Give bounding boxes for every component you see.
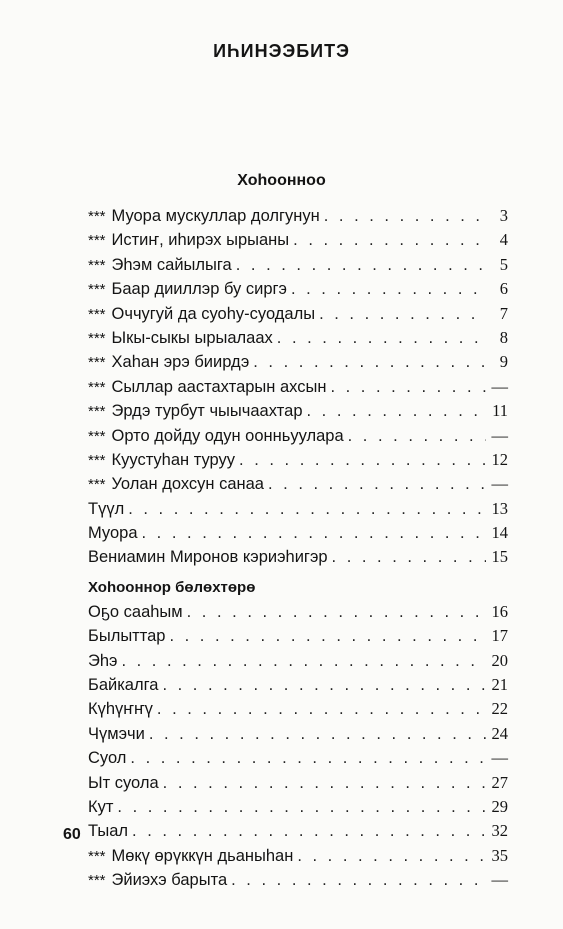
dot-leader xyxy=(231,871,486,890)
toc-entry xyxy=(88,651,508,675)
dot-leader xyxy=(307,402,486,421)
toc-entry xyxy=(88,748,508,772)
toc-entry xyxy=(88,821,508,845)
entry-stars: *** xyxy=(88,208,106,225)
dot-leader xyxy=(324,207,486,226)
dot-leader xyxy=(163,774,486,793)
toc-entry xyxy=(88,523,508,547)
entry-title: Суол xyxy=(88,749,127,768)
entry-page-number: — xyxy=(491,870,508,890)
entry-title: Мөкү өрүккүн дьаныһан xyxy=(111,846,294,865)
toc-entry xyxy=(88,450,508,474)
entry-stars: *** xyxy=(88,354,106,372)
toc-entry xyxy=(88,279,508,303)
dot-leader xyxy=(277,329,486,348)
entry-title: Муора мускуллар долгунун xyxy=(111,207,320,225)
dot-leader xyxy=(239,451,486,470)
dot-leader xyxy=(117,798,486,817)
toc-entry xyxy=(88,699,508,723)
entry-page-number: 32 xyxy=(491,821,508,841)
entry-title: Тыал xyxy=(88,822,129,841)
entry-title: Муора xyxy=(88,524,138,543)
entry-page-number: 6 xyxy=(499,279,508,299)
entry-title: Байкалга xyxy=(88,676,159,695)
toc-entry xyxy=(88,547,508,571)
dot-leader xyxy=(142,524,486,543)
entry-title: Түүл xyxy=(88,499,125,518)
toc-entry xyxy=(88,724,508,748)
toc-entry xyxy=(88,846,508,870)
entry-page-number: 9 xyxy=(499,352,508,372)
entry-page-number: 7 xyxy=(499,303,508,323)
dot-leader xyxy=(162,676,486,695)
dot-leader xyxy=(128,500,486,519)
table-of-contents xyxy=(88,206,508,895)
entry-page-number: 22 xyxy=(491,699,508,719)
entry-stars: *** xyxy=(88,451,106,469)
entry-page-number: 15 xyxy=(491,547,508,567)
toc-entry xyxy=(88,626,508,650)
toc-entry xyxy=(88,230,508,254)
entry-title: Кут xyxy=(88,797,114,816)
toc-entry xyxy=(88,352,508,376)
entry-page-number: 24 xyxy=(491,723,508,743)
dot-leader xyxy=(169,627,486,646)
dot-leader xyxy=(330,378,486,397)
entry-page-number: 14 xyxy=(491,523,508,543)
dot-leader xyxy=(149,725,486,744)
entry-title: Вениамин Миронов кэриэһигэр xyxy=(88,548,328,567)
dot-leader xyxy=(253,353,486,372)
toc-entry xyxy=(88,474,508,498)
toc-entry xyxy=(88,797,508,821)
entry-title: Эһэм сайылыга xyxy=(111,255,232,274)
toc-entry xyxy=(88,206,508,230)
dot-leader xyxy=(348,427,486,446)
entry-page-number: 17 xyxy=(491,626,508,646)
entry-page-number: 35 xyxy=(491,845,508,865)
entry-stars: *** xyxy=(88,476,106,494)
entry-stars: *** xyxy=(88,847,106,865)
entry-title: Эрдэ турбут чыычаахтар xyxy=(111,402,303,421)
toc-entry xyxy=(88,377,508,401)
toc-entry xyxy=(88,426,508,450)
entry-title: Ыт суола xyxy=(88,773,159,792)
entry-page-number: — xyxy=(491,425,508,445)
entry-title: Эйиэхэ барыта xyxy=(111,871,228,890)
toc-entry xyxy=(88,499,508,523)
entry-title: Куустуһан туруу xyxy=(111,450,236,469)
entry-stars: *** xyxy=(88,427,106,445)
dot-leader xyxy=(236,256,486,275)
toc-entry xyxy=(88,328,508,352)
dot-leader xyxy=(121,652,486,671)
dot-leader xyxy=(291,280,486,299)
entry-title: Хаһан эрэ биирдэ xyxy=(111,353,250,372)
toc-entry xyxy=(88,255,508,279)
entry-title: Эһэ xyxy=(88,651,118,670)
entry-page-number: 11 xyxy=(492,401,508,421)
entry-title: Баар дииллэр бу сиргэ xyxy=(111,280,287,299)
entry-page-number: 3 xyxy=(499,206,508,225)
toc-list-poems xyxy=(88,206,508,572)
entry-page-number: 16 xyxy=(491,601,508,621)
dot-leader xyxy=(297,847,486,866)
entry-page-number: — xyxy=(491,748,508,768)
entry-title: Былыттар xyxy=(88,627,166,646)
dot-leader xyxy=(268,475,486,494)
dot-leader xyxy=(332,548,486,567)
entry-page-number: — xyxy=(491,474,508,494)
entry-title: Уолан дохсун санаа xyxy=(111,475,264,494)
toc-entry xyxy=(88,602,508,626)
toc-entry xyxy=(88,773,508,797)
entry-title: Ыкы-сыкы ырыалаах xyxy=(111,328,273,347)
entry-page-number: 12 xyxy=(491,449,508,469)
entry-title: Оҕо сааһым xyxy=(88,602,183,621)
entry-title: Оччугуй да суоһу-суодалы xyxy=(111,304,316,323)
dot-leader xyxy=(132,822,486,841)
page-title: ИҺИНЭЭБИТЭ xyxy=(213,41,350,61)
section-heading: Хоһоонноо xyxy=(237,172,326,189)
entry-stars: *** xyxy=(88,281,106,299)
entry-stars: *** xyxy=(88,378,106,396)
entry-stars: *** xyxy=(88,232,106,250)
toc-entry xyxy=(88,675,508,699)
toc-list-cycles xyxy=(88,602,508,895)
entry-title: Сыллар аастахтарын ахсын xyxy=(111,377,327,396)
entry-title: Истиҥ, иһирэх ырыаны xyxy=(111,231,290,250)
entry-page-number: 27 xyxy=(491,772,508,792)
entry-page-number: 5 xyxy=(499,254,508,274)
entry-stars: *** xyxy=(88,403,106,421)
dot-leader xyxy=(319,305,486,324)
dot-leader xyxy=(130,749,486,768)
entry-stars: *** xyxy=(88,329,106,347)
subsection-heading: Хоһооннор бөлөхтөрө xyxy=(88,578,256,596)
entry-page-number: 4 xyxy=(499,230,508,250)
toc-entry xyxy=(88,401,508,425)
entry-stars: *** xyxy=(88,256,106,274)
dot-leader xyxy=(157,700,486,719)
entry-page-number: 20 xyxy=(491,650,508,670)
entry-page-number: 13 xyxy=(491,498,508,518)
entry-page-number: — xyxy=(491,376,508,396)
dot-leader xyxy=(293,231,486,250)
entry-page-number: 8 xyxy=(499,327,508,347)
entry-title: Күһүҥҥү xyxy=(88,700,153,719)
entry-stars: *** xyxy=(88,872,106,890)
entry-page-number: 21 xyxy=(491,675,508,695)
entry-title: Чүмэчи xyxy=(88,724,145,743)
entry-page-number: 29 xyxy=(491,796,508,816)
toc-entry xyxy=(88,304,508,328)
entry-title: Орто дойду одун оонньуулара xyxy=(111,426,344,445)
dot-leader xyxy=(187,603,486,622)
page-number: 60 xyxy=(63,826,81,843)
entry-stars: *** xyxy=(88,305,106,323)
toc-entry xyxy=(88,870,508,894)
